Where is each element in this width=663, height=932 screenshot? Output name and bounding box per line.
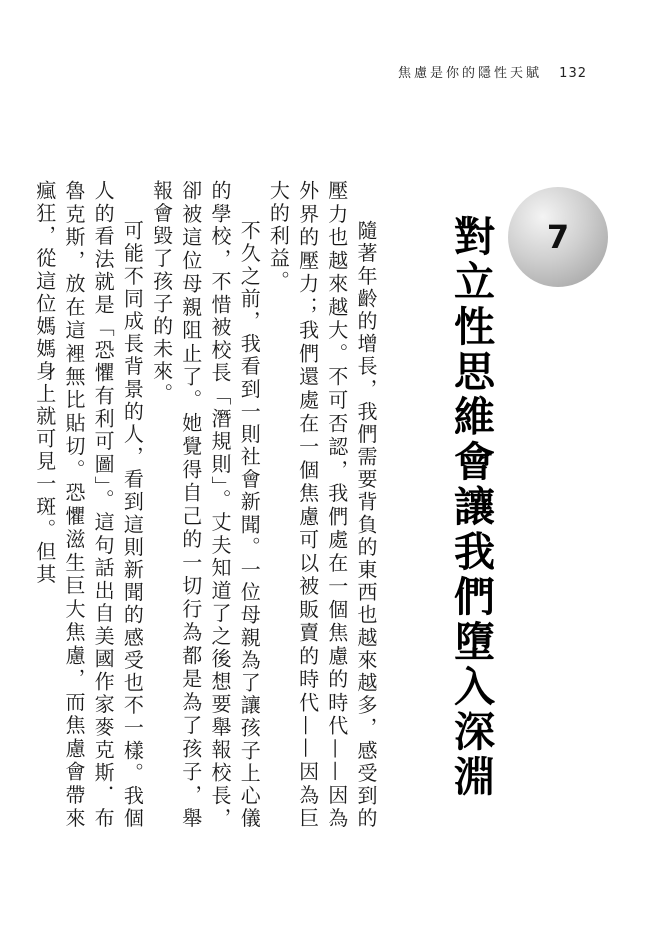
body-paragraph: 可能不同成長背景的人，看到這則新聞的感受也不一樣。我個人的看法就是「恐懼有利可圖」。這句話出自美國作家麥克斯．布魯克斯，放在這裡無比貼切。恐懼滋生巨大焦慮，而焦慮會帶來瘋狂，從這位媽媽身上就可見一斑。但其 xyxy=(32,180,145,830)
body-paragraph: 不久之前，我看到一則社會新聞。一位母親為了讓孩子上心儀的學校，不惜被校長「潛規則」。丈夫知道了之後想要舉報校長，卻被這位母親阻止了。她覺得自己的一切行為都是為了孩子，舉報會毀了孩子的未來。 xyxy=(149,180,262,830)
running-header xyxy=(398,62,587,81)
body-text xyxy=(30,180,380,830)
chapter-title: 對立性思維會讓我們墮入深淵 xyxy=(447,215,495,800)
book-title: 焦慮是你的隱性天賦 xyxy=(398,66,543,81)
chapter-number: 7 xyxy=(546,218,570,256)
page-number: 132 xyxy=(559,66,587,81)
body-paragraph: 隨著年齡的增長，我們需要背負的東西也越來越多，感受到的壓力也越來越大。不可否認，我們處在一個焦慮的時代——因為外界的壓力；我們還處在一個焦慮可以被販賣的時代——因為巨大的利益。 xyxy=(266,180,378,830)
